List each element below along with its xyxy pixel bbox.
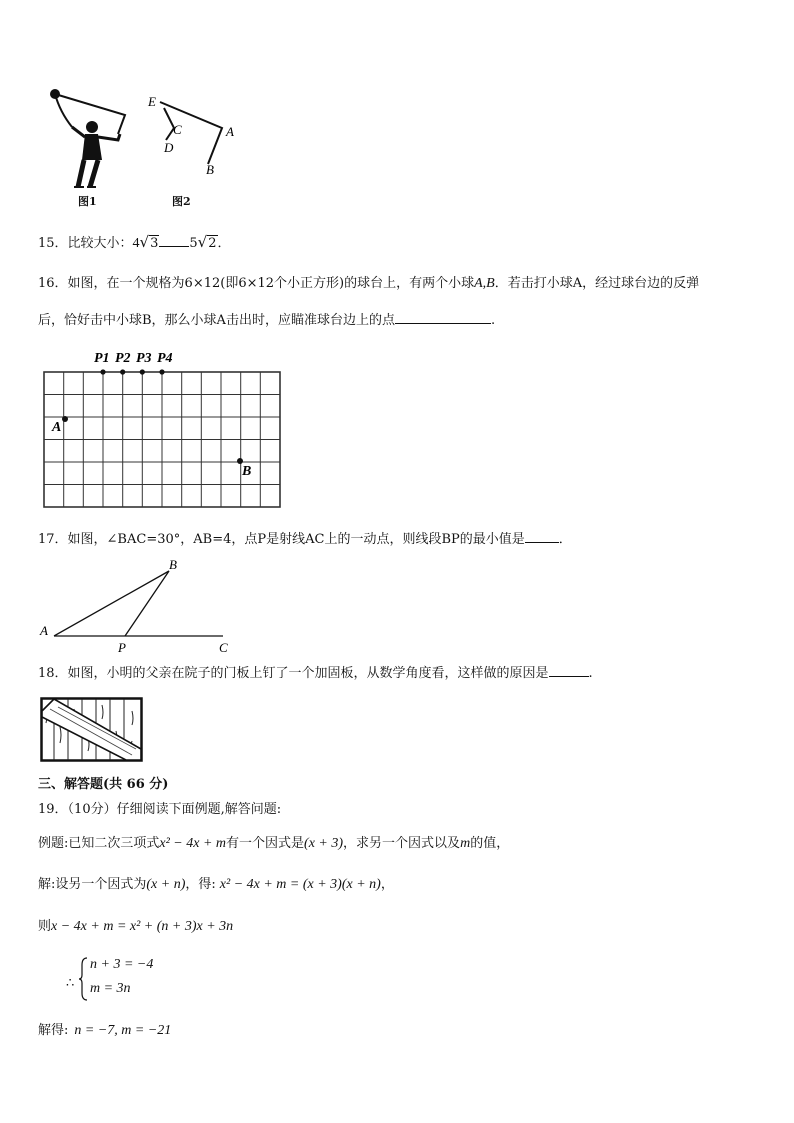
label-b: B <box>169 557 177 572</box>
q19-example-suffix: ，求另一个因式以及 <box>343 836 461 851</box>
q15-radicand-b: 2 <box>208 236 217 251</box>
label-p3: P3 <box>136 351 152 366</box>
q19-result-values: n = −7, m = −21 <box>74 1023 172 1038</box>
label-c: C <box>219 640 228 655</box>
q15-coef-b: 5 <box>189 236 198 251</box>
triangle-figure <box>36 556 241 656</box>
therefore-symbol: ∴ <box>66 976 75 991</box>
label-p1: P1 <box>94 351 110 366</box>
point-label-a: A <box>226 124 234 139</box>
question-19-intro: 19．（10分）仔细阅读下面例题,解答问题: <box>38 802 282 817</box>
point-label-d: D <box>164 140 174 155</box>
q19-result <box>38 1022 171 1040</box>
answer-blank-15[interactable] <box>159 246 189 247</box>
label-p: P <box>118 640 126 655</box>
question-15: 15．比较大小：4√3 5√2． <box>38 233 231 251</box>
q16-balls: A,B <box>474 276 495 291</box>
q19-then-prefix: 则 <box>38 919 52 934</box>
q19-example-end: 的值， <box>470 836 510 851</box>
q19-sol-prefix: 解:设另一个因式为 <box>38 877 147 892</box>
q19-example-m: m <box>460 836 471 851</box>
label-ball-a: A <box>52 420 62 435</box>
q19-solution-setup <box>38 876 394 894</box>
point-p1 <box>100 369 105 374</box>
system-eq-1: n + 3 = −4 <box>90 957 154 972</box>
q19-example <box>38 835 509 853</box>
label-p4: P4 <box>157 351 173 366</box>
door-board-figure <box>40 697 143 762</box>
answer-blank-17[interactable] <box>525 542 559 543</box>
q19-then-eq: x − 4x + m = x² + (n + 3)x + 3n <box>51 919 234 934</box>
q19-result-prefix: 解得: <box>38 1023 69 1038</box>
brace-icon <box>78 957 88 1001</box>
point-p3 <box>140 369 145 374</box>
label-p2: P2 <box>115 351 131 366</box>
point-label-b: B <box>206 162 214 177</box>
q18-end: . <box>588 666 593 681</box>
q16-text-1b: ．若击打小球A，经过球台边的反弹 <box>494 276 700 291</box>
q17-end: ． <box>558 532 572 547</box>
q16-period: . <box>490 313 496 328</box>
q19-sol-mid: ，得: <box>185 877 216 892</box>
figure-1-caption: 图1 <box>78 195 97 208</box>
q19-example-expr: x² − 4x + m <box>159 836 227 851</box>
billiard-grid <box>38 345 288 510</box>
label-ball-b: B <box>242 464 252 479</box>
q16-text-2: 后，恰好击中小球B，那么小球A击出时，应瞄准球台边上的点 <box>38 313 395 328</box>
question-17 <box>38 531 572 549</box>
q19-system <box>66 955 176 1003</box>
q19-sol-eq: x² − 4x + m = (x + 3)(x + n) <box>219 877 381 892</box>
point-label-c: C <box>173 122 182 137</box>
figure-2 <box>140 90 240 190</box>
q15-radicand-a: 3 <box>150 236 159 251</box>
label-a: A <box>40 623 48 638</box>
section-title: 三、解答题(共 66 分) <box>38 777 169 792</box>
q19-example-prefix: 例题:已知二次三项式 <box>38 836 160 851</box>
q19-sol-factor: (x + n) <box>146 877 186 892</box>
question-16-line-2 <box>38 312 495 330</box>
q19-example-mid: 有一个因式是 <box>226 836 305 851</box>
q15-prefix: 15．比较大小： <box>38 236 133 251</box>
door-board-diagram <box>40 697 143 762</box>
point-p4 <box>159 369 164 374</box>
q19-sol-end: ， <box>380 877 394 892</box>
q19-then <box>38 918 233 936</box>
point-p2 <box>120 369 125 374</box>
triangle-diagram <box>36 556 241 656</box>
q15-coef-a: 4 <box>132 236 140 251</box>
point-label-e: E <box>148 94 156 109</box>
q15-suffix: ． <box>217 236 231 251</box>
question-18 <box>38 665 593 683</box>
answer-blank-16[interactable] <box>395 323 491 324</box>
billiard-table-figure <box>38 345 288 510</box>
ball-a <box>62 416 68 422</box>
q16-text-1: 16．如图，在一个规格为6×12(即6×12个小正方形)的球台上，有两个小球 <box>38 276 475 291</box>
angle-diagram <box>140 90 240 190</box>
q17-text: 17．如图，∠BAC=30°，AB=4，点P是射线AC上的一动点，则线段BP的最小值是 <box>38 532 525 547</box>
figure-2-caption: 图2 <box>172 195 191 208</box>
answer-blank-18[interactable] <box>549 676 589 677</box>
system-eq-2: m = 3n <box>90 981 131 996</box>
q18-text: 18．如图，小明的父亲在院子的门板上钉了一个加固板，从数学角度看，这样做的原因是 <box>38 666 549 681</box>
question-16-line-1 <box>38 275 699 293</box>
q19-example-factor: (x + 3) <box>304 836 344 851</box>
